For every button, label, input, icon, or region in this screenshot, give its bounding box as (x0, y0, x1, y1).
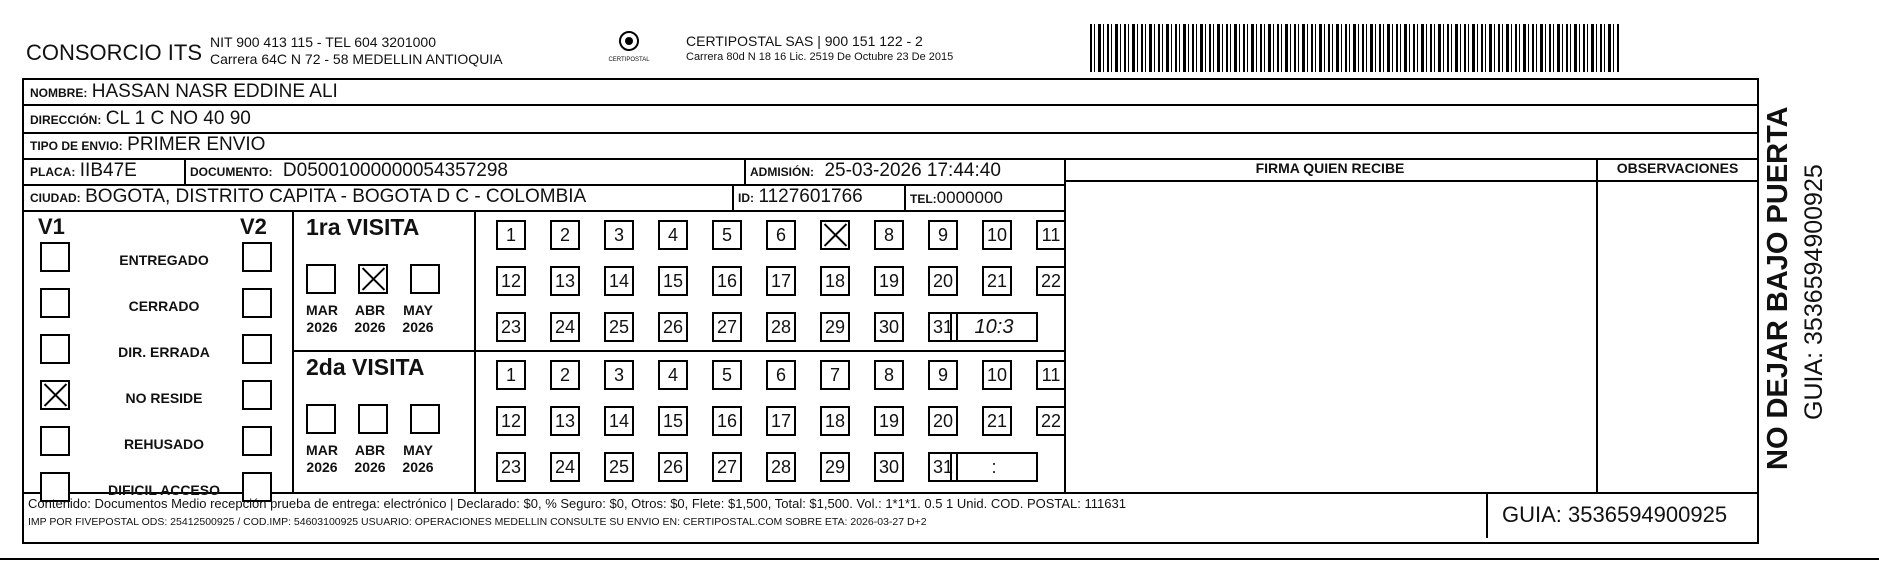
day-box[interactable]: 28 (766, 312, 796, 342)
day-box[interactable]: 4 (658, 220, 688, 250)
v1-checkbox[interactable] (40, 380, 70, 410)
month-label (348, 302, 392, 336)
v1-checkbox[interactable] (40, 426, 70, 456)
id-field (738, 186, 863, 208)
page-edge-line (0, 558, 1879, 560)
placa-label: PLACA: (30, 165, 76, 179)
day-box[interactable]: 17 (766, 406, 796, 436)
footer-contents: Contenido: Documentos Medio recepción prueba de entrega: electrónico | Declarado: $0, % Seguro: $0, Otros: $0, Flete: $1,500, Total: $1,500. Vol.: 1*1*1. 0.5 1 Unid. COD. POSTAL: 111631 (28, 496, 1126, 511)
side-guia: GUIA: 3536594900925 (1800, 164, 1828, 420)
day-box[interactable]: 11 (1036, 360, 1066, 390)
carrier-info (686, 33, 953, 65)
footer-print-info: IMP POR FIVEPOSTAL ODS: 25412500925 / COD.IMP: 54603100925 USUARIO: OPERACIONES MEDELLIN CONSULTE SU ENVIO EN: CERTIPOSTAL.COM SOBRE ETA: 2026-03-27 D+2 (28, 516, 927, 528)
day-box[interactable]: 6 (766, 360, 796, 390)
tipo-envio-label: TIPO DE ENVIO: (30, 139, 123, 153)
month-label (396, 442, 440, 476)
month-name: ABR (354, 302, 386, 318)
day-box[interactable]: 6 (766, 220, 796, 250)
month-checkbox[interactable] (410, 264, 440, 294)
v2-label: V2 (240, 214, 267, 239)
day-box[interactable]: 23 (496, 312, 526, 342)
month-name: MAR (306, 442, 338, 458)
day-box[interactable]: 20 (928, 406, 958, 436)
day-box[interactable]: 19 (874, 406, 904, 436)
company-info (210, 34, 503, 68)
v2-checkbox[interactable] (242, 334, 272, 364)
day-box[interactable]: 7 (820, 360, 850, 390)
company-info-line1: NIT 900 413 115 - TEL 604 3201000 (210, 34, 436, 50)
month-year: 2026 (354, 459, 386, 475)
status-label: ENTREGADO (119, 252, 209, 268)
documento-value: D05001000000054357298 (282, 160, 508, 181)
day-box[interactable]: 3 (604, 220, 634, 250)
tel-field (910, 188, 1003, 208)
v1-checkbox[interactable] (40, 334, 70, 364)
observaciones-header: OBSERVACIONES (1616, 160, 1739, 176)
nombre-value: HASSAN NASR EDDINE ALI (91, 81, 338, 102)
month-year: 2026 (306, 459, 338, 475)
v1-checkbox[interactable] (40, 242, 70, 272)
visit-time-field[interactable]: 10:3 (950, 312, 1038, 342)
day-box[interactable]: 19 (874, 266, 904, 296)
day-box[interactable]: 27 (712, 452, 742, 482)
carrier-info-line2: Carrera 80d N 18 16 Lic. 2519 De Octubre 23 De 2015 (686, 51, 954, 63)
admision-value: 25-03-2026 17:44:40 (824, 160, 1001, 181)
ciudad-field (30, 186, 586, 208)
day-box[interactable]: 8 (874, 220, 904, 250)
day-box[interactable]: 4 (658, 360, 688, 390)
firma-header: FIRMA QUIEN RECIBE (1255, 160, 1405, 176)
day-box[interactable]: 25 (604, 312, 634, 342)
month-year: 2026 (402, 319, 434, 335)
month-label (396, 302, 440, 336)
day-box[interactable]: 27 (712, 312, 742, 342)
month-year: 2026 (306, 319, 338, 335)
day-box[interactable]: 11 (1036, 220, 1066, 250)
month-name: MAY (403, 302, 433, 318)
carrier-info-line1: CERTIPOSTAL SAS | 900 151 122 - 2 (686, 33, 923, 49)
day-box[interactable]: 29 (820, 452, 850, 482)
company-name: CONSORCIO ITS (26, 40, 203, 65)
status-label: DIFICIL ACCESO (107, 482, 220, 498)
day-box[interactable]: 20 (928, 266, 958, 296)
day-box[interactable]: 5 (712, 220, 742, 250)
visit-title: 2da VISITA (306, 354, 425, 380)
day-box[interactable]: 24 (550, 452, 580, 482)
nombre-row (30, 81, 338, 103)
direccion-row (30, 108, 251, 130)
company-info-line2: Carrera 64C N 72 - 58 MEDELLIN ANTIOQUIA (210, 51, 503, 67)
day-box[interactable]: 2 (550, 220, 580, 250)
v2-checkbox[interactable] (242, 426, 272, 456)
day-box[interactable]: 15 (658, 406, 688, 436)
day-box[interactable]: 9 (928, 220, 958, 250)
status-label: DIR. ERRADA (118, 344, 210, 360)
day-box[interactable]: 1 (496, 360, 526, 390)
day-box[interactable]: 3 (604, 360, 634, 390)
day-box[interactable]: 22 (1036, 406, 1066, 436)
day-box[interactable]: 17 (766, 266, 796, 296)
month-year: 2026 (402, 459, 434, 475)
placa-value: IIB47E (79, 160, 137, 181)
day-box[interactable]: 12 (496, 266, 526, 296)
ciudad-value: BOGOTA, DISTRITO CAPITA - BOGOTA D C - COLOMBIA (85, 186, 587, 207)
month-name: MAR (306, 302, 338, 318)
day-box[interactable]: 22 (1036, 266, 1066, 296)
tipo-envio-row (30, 134, 265, 156)
day-box[interactable]: 8 (874, 360, 904, 390)
month-checkbox[interactable] (358, 264, 388, 294)
day-box[interactable]: 14 (604, 406, 634, 436)
day-box[interactable]: 14 (604, 266, 634, 296)
tipo-envio-value: PRIMER ENVIO (127, 134, 266, 155)
day-box[interactable] (820, 220, 850, 250)
visit-title: 1ra VISITA (306, 214, 420, 240)
month-name: ABR (354, 442, 386, 458)
direccion-value: CL 1 C NO 40 90 (105, 108, 251, 129)
day-box[interactable]: 28 (766, 452, 796, 482)
documento-field (190, 160, 508, 182)
day-box[interactable]: 26 (658, 312, 688, 342)
month-year: 2026 (354, 319, 386, 335)
admision-field (750, 160, 1001, 182)
v2-checkbox[interactable] (242, 288, 272, 318)
day-box[interactable]: 24 (550, 312, 580, 342)
month-label (300, 302, 344, 336)
day-box[interactable]: 21 (982, 266, 1012, 296)
status-label: NO RESIDE (125, 390, 203, 406)
day-box[interactable]: 31 (928, 452, 958, 482)
day-box[interactable]: 13 (550, 406, 580, 436)
day-box[interactable]: 1 (496, 220, 526, 250)
no-dejar-warning: NO DEJAR BAJO PUERTA (1762, 106, 1794, 470)
month-label (348, 442, 392, 476)
day-box[interactable]: 30 (874, 452, 904, 482)
day-box[interactable]: 23 (496, 452, 526, 482)
month-checkbox[interactable] (306, 264, 336, 294)
direccion-label: DIRECCIÓN: (30, 113, 102, 127)
v1-label: V1 (38, 214, 65, 239)
status-label: REHUSADO (123, 436, 205, 452)
nombre-label: NOMBRE: (30, 86, 88, 100)
certipostal-logo (604, 30, 654, 63)
month-name: MAY (403, 442, 433, 458)
guide-form (22, 78, 1759, 544)
certipostal-logo-text: CERTIPOSTAL (608, 57, 650, 63)
day-box[interactable]: 10 (982, 220, 1012, 250)
day-box[interactable]: 10 (982, 360, 1012, 390)
v1-checkbox[interactable] (40, 288, 70, 318)
day-box[interactable]: 26 (658, 452, 688, 482)
certipostal-logo-icon (618, 30, 640, 52)
month-label (300, 442, 344, 476)
month-checkbox[interactable] (410, 404, 440, 434)
documento-label: DOCUMENTO: (190, 165, 273, 179)
day-box[interactable]: 9 (928, 360, 958, 390)
tel-label: TEL: (910, 192, 937, 206)
day-box[interactable]: 18 (820, 266, 850, 296)
month-checkbox[interactable] (306, 404, 336, 434)
day-box[interactable]: 21 (982, 406, 1012, 436)
day-box[interactable]: 13 (550, 266, 580, 296)
id-label: ID: (738, 191, 754, 205)
day-box[interactable]: 16 (712, 266, 742, 296)
barcode (1090, 24, 1620, 72)
day-box[interactable]: 16 (712, 406, 742, 436)
guia-box (1486, 494, 1750, 538)
tel-value: 0000000 (936, 188, 1003, 207)
ciudad-label: CIUDAD: (30, 191, 81, 205)
month-checkbox[interactable] (358, 404, 388, 434)
placa-field (30, 160, 137, 182)
v2-checkbox[interactable] (242, 242, 272, 272)
v2-checkbox[interactable] (242, 380, 272, 410)
day-box[interactable]: 25 (604, 452, 634, 482)
day-box[interactable]: 29 (820, 312, 850, 342)
day-box[interactable]: 15 (658, 266, 688, 296)
admision-label: ADMISIÓN: (750, 165, 814, 179)
day-box[interactable]: 12 (496, 406, 526, 436)
day-box[interactable]: 5 (712, 360, 742, 390)
day-box[interactable]: 31 (928, 312, 958, 342)
visit-time-field[interactable]: : (950, 452, 1038, 482)
id-value: 1127601766 (758, 186, 863, 207)
day-box[interactable]: 18 (820, 406, 850, 436)
status-label: CERRADO (128, 298, 200, 314)
day-box[interactable]: 2 (550, 360, 580, 390)
guia-number: GUIA: 3536594900925 (1502, 502, 1728, 527)
day-box[interactable]: 30 (874, 312, 904, 342)
